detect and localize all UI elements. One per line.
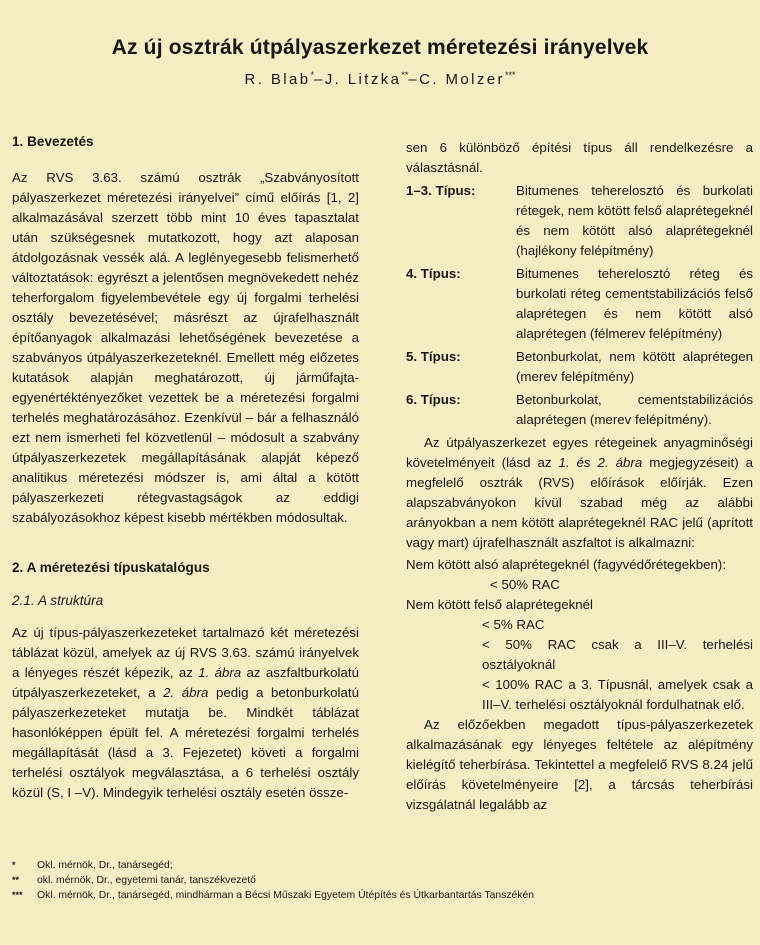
text-run: Az útpályaszerkezet egyes rétegeinek anyagminőségi követelményeit (lásd az	[406, 435, 753, 470]
author-3-mark: ***	[504, 70, 516, 80]
author-2-mark: **	[401, 70, 409, 80]
footnote-mark: **	[12, 875, 20, 885]
authors-line	[0, 70, 760, 88]
footnote	[12, 873, 752, 888]
rac-lower-label: Nem kötött alsó alaprétegeknél (fagyvédőrétegekben):	[406, 557, 727, 572]
type-description: Bitumenes teherelosztó és burkolati rétegek, nem kötött felső alaprétegeknél és nem kötött alsó alaprétegeknél (hajlékony felépítmény)	[516, 183, 753, 258]
author-1-mark: *	[310, 70, 315, 80]
rac-upper-label: Nem kötött felső alaprétegeknél	[406, 597, 594, 612]
type-item	[406, 390, 753, 430]
footnote	[12, 888, 752, 903]
text-run: Az új típus-pályaszerkezeteket tartalmazó két méretezési táblázat közül, amelyek az új RVS 3.63. számú irányelvek a lényeges részét képezik, az	[12, 625, 359, 680]
footnote	[12, 858, 752, 873]
section-heading-catalog: 2. A méretezési típuskatalógus	[12, 560, 210, 575]
type-description: Betonburkolat, nem kötött alaprétegen (merev felépítmény)	[516, 349, 753, 384]
type-description: Betonburkolat, cementstabilizációs alaprétegen (merev felépítmény).	[516, 392, 753, 427]
paragraph-materials	[406, 433, 753, 553]
type-item	[406, 347, 753, 387]
footnote-text: okl. mérnök, Dr., egyetemi tanár, tanszékvezető	[37, 875, 256, 886]
text-run: pedig a betonburkolatú pályaszerkezeteket mutatja be. Mindkét táblázat hasonlóképpen épült fel. A méretezési forgalmi terhelés megállapítását (lásd a 3. Fejezetet) követi a forgalmi terhelési osztályok megválasztása, a 6 terhelési osztály közül (S, I –V). Mindegyik terhelési osztály esetén össze-	[12, 685, 359, 800]
rac-upper-value-1: < 5% RAC	[482, 617, 545, 632]
rac-lower-value: < 50% RAC	[490, 577, 560, 592]
type-list	[406, 181, 753, 430]
type-label: 1–3. Típus:	[406, 183, 476, 198]
footnote-mark: ***	[12, 890, 23, 900]
footnote-mark: *	[12, 860, 16, 870]
right-column	[406, 138, 753, 815]
author-2: –J. Litzka	[314, 71, 402, 88]
paragraph-introduction: Az RVS 3.63. számú osztrák „Szabványosított pályaszerkezet méretezési irányelvei” című előírás [1, 2] alkalmazásával szerzett több mint 10 éves tapasztalat után szükségesnek mutatkozott, hogy azt alaposan átdolgozásnak vessék alá. A leglényegesebb felismerhető változtatások: egyrészt a jelentősen megnövekedett nehéz teherforgalom figyelembevétele egy új forgalmi terhelési osztály bevezetésével; másrészt az újrafelhasznált építőanyagok alkalmazási lehetőségének bevezetése a szabványos útpályaszerkezeteknél. Emellett még előzetes kutatások alapján meghatározott, új járműfajta-egyenértéktényezőket vezettek be a méretezési forgalmi terhelés meghatározásához. Ezenkívül – bár a felhasználó ezt nem ismerheti fel közvetlenül – módosult a szabvány útpályaszerkezetek megállapításának alapját képező analitikus méretezési módszer is, ami által a kötött pályaszerkezeti rétegvastagságok az eddigi szabályozásokhoz képest kisebb mértékben módosultak.	[12, 170, 359, 525]
rac-upper-value-3: < 100% RAC a 3. Típusnál, amelyek csak a III–V. terhelési osztályoknál fordulhatnak elő.	[482, 677, 753, 712]
article-title: Az új osztrák útpályaszerkezet méretezési irányelvek	[111, 36, 649, 59]
figure-ref-1: 1. ábra	[198, 665, 242, 680]
type-label: 5. Típus:	[406, 349, 461, 364]
footnote-text: Okl. mérnök, Dr., tanársegéd;	[37, 860, 173, 871]
figure-ref-2: 2. ábra	[163, 685, 209, 700]
paragraph-continuation: sen 6 különböző építési típus áll rendelkezésre a választásnál.	[406, 140, 753, 175]
section-heading-introduction: 1. Bevezetés	[12, 134, 94, 149]
left-column	[12, 132, 359, 803]
type-label: 4. Típus:	[406, 266, 461, 281]
footnotes	[12, 858, 752, 903]
type-item	[406, 181, 753, 261]
author-1: R. Blab	[244, 71, 311, 88]
type-description: Bitumenes teherelosztó réteg és burkolati réteg cementstabilizációs felső alaprétegen és nem kötött alsó alaprétegen (félmerev felépítmény)	[516, 266, 753, 341]
rac-upper-value-2: < 50% RAC csak a III–V. terhelési osztályoknál	[482, 637, 753, 672]
author-3: –C. Molzer	[408, 71, 505, 88]
paragraph-structure	[12, 623, 359, 803]
text-run: az aszfaltburkolatú útpályaszerkezeteket, a	[12, 665, 359, 700]
subsection-heading-structure: 2.1. A struktúra	[12, 593, 104, 608]
footnote-text: Okl. mérnök, Dr., tanársegéd, mindhárman a Bécsi Műszaki Egyetem Útépítés és Útkarbantartás Tanszékén	[37, 890, 535, 901]
paragraph-subgrade: Az előzőekben megadott típus-pályaszerkezetek alkalmazásának egy lényeges feltétele az alépítmény kielégítő teherbírása. Tekintettel a megfelelő RVS 8.24 jelű előírás követelményeire [2], a tárcsás teherbírási vizsgálatnál legalább az	[406, 717, 753, 812]
type-label: 6. Típus:	[406, 392, 461, 407]
type-item	[406, 264, 753, 344]
figure-ref-1-2: 1. és 2. ábra	[558, 455, 643, 470]
text-run: megjegyzéseit) a megfelelő osztrák (RVS) előírások előírják. Ezen alapszabványokon kívül szabad még az alábbi arányokban a nem kötött alaprétegeknél RAC jelű (aprított vagy mart) újrafelhasznált aszfaltot is alkalmazni:	[406, 455, 753, 550]
